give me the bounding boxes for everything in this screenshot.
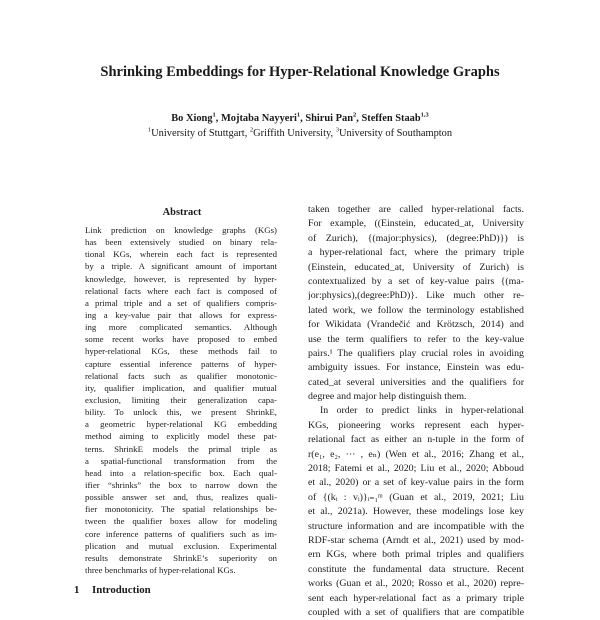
body-text-line: contextualized by a set of key-value pairs {(ma- xyxy=(308,275,524,287)
body-text-line: lated work, we follow the terminology established xyxy=(308,304,524,316)
paper-title: Shrinking Embeddings for Hyper-Relational Knowledge Graphs xyxy=(100,64,500,80)
abstract-body xyxy=(85,224,277,576)
body-text-line: jor:physics),(degree:PhD)}. Like much other re- xyxy=(308,290,524,302)
body-text-line: In order to predict links in hyper-relational xyxy=(320,405,524,417)
body-text-line: coupled with a set of qualifiers that are compatible xyxy=(308,606,524,618)
body-text-line: taken together are called hyper-relational facts. xyxy=(308,204,524,215)
body-text-line: ambiguity issues. For instance, Einstein was edu- xyxy=(308,362,524,374)
body-text-line: cated_at several universities and the qualifiers for xyxy=(308,376,524,388)
body-text-right-column xyxy=(308,203,524,620)
body-text-line: RDF-star schema (Arndt et al., 2021) used by mod- xyxy=(308,534,524,546)
abstract-line: tional KGs, wherein each fact is represented xyxy=(85,249,277,260)
abstract-line: has been extensively studied on binary rela- xyxy=(85,237,277,248)
abstract-line: bility. To unlock this, we present ShrinkE, xyxy=(85,407,277,418)
abstract-line: ing more complicated semantics. Although xyxy=(85,322,277,333)
body-text-line: use the term qualifiers to refer to the key-value xyxy=(308,333,524,345)
body-text-line: r(e₁, e₂, ··· , eₙ) (Wen et al., 2016; Zhang et al., xyxy=(308,448,524,460)
body-text-line: et al., 2021a). However, these modelings lose key xyxy=(308,506,524,518)
body-text-line: 2018; Fatemi et al., 2020; Liu et al., 2020; Abboud xyxy=(308,463,524,475)
affiliation-number: 3 xyxy=(335,126,339,134)
author-affiliation-marker: 2 xyxy=(353,111,357,119)
section-title: Introduction xyxy=(92,584,151,596)
author-name: Shirui Pan xyxy=(305,113,353,124)
abstract-line: results demonstrate ShrinkE’s superiority on xyxy=(85,552,277,563)
abstract-line: core inference patterns of qualifiers such as im- xyxy=(85,528,277,539)
abstract-line: ifier “shrinks” the box to narrow down the xyxy=(85,479,277,490)
body-text-line: degree and major help distinguish them. xyxy=(308,391,467,403)
author-name: Bo Xiong xyxy=(171,113,213,124)
body-text-line: structure information and are incompatible with the xyxy=(308,520,524,532)
body-text-line: (Einstein, educated_at, University of Zurich) is xyxy=(308,261,524,273)
abstract-line: method aiming to explicitly model these pat- xyxy=(85,431,277,442)
body-text-line: KGs, pioneering works represent each hyper- xyxy=(308,419,524,431)
abstract-line: relational facts where each fact is composed of xyxy=(85,285,277,296)
abstract-line: by a triple. A significant amount of important xyxy=(85,261,277,272)
affiliation-name: University of Stuttgart xyxy=(151,128,245,139)
author-affiliation-marker: 1 xyxy=(212,111,216,119)
body-text-line: for Wikidata (Vrandečić and Krötzsch, 2014) and xyxy=(308,319,524,331)
body-text-line: of {(kᵢ : vᵢ)}ᵢ₌₁ᵐ (Guan et al., 2019, 2021; Liu xyxy=(308,491,524,503)
abstract-line: a primal triple and a set of qualifiers compris- xyxy=(85,297,277,308)
abstract-line: three benchmarks of hyper-relational KGs. xyxy=(85,564,236,575)
author-affiliation-marker: 1 xyxy=(296,111,301,119)
abstract-line: a geometric hyper-relational KG embedding xyxy=(85,419,277,430)
abstract-line: Link prediction on knowledge graphs (KGs) xyxy=(85,225,277,235)
abstract-line: fier monotonicity. The spatial relationships be- xyxy=(85,504,277,515)
abstract-line: ing a key-value pair that allows for express- xyxy=(85,309,277,320)
abstract-line: terns. ShrinkE models the primal triple as xyxy=(85,443,277,454)
abstract-line: plication and mutual exclusion. Experimental xyxy=(85,540,277,551)
affiliation-number: 2 xyxy=(249,126,254,134)
abstract-line: head into a relation-specific box. Each qual- xyxy=(85,467,277,478)
body-text-line: For example, ((Einstein, educated_at, University xyxy=(308,218,524,230)
abstract-line: exclusion, limiting their generalization capa- xyxy=(85,394,277,405)
section-number: 1 xyxy=(74,584,80,596)
abstract-line: some recent works have proposed to embed xyxy=(85,334,277,345)
abstract-line: relational facts such as qualifier monotonic- xyxy=(85,370,277,381)
author-name: Steffen Staab xyxy=(361,113,421,124)
abstract-line: tween the qualifier boxes allow for modeling xyxy=(85,516,277,527)
abstract-line: capture essential inference patterns of hyper- xyxy=(85,358,277,369)
body-text-line: ern KGs, where both primal triples and qualifiers xyxy=(308,549,524,561)
author-list: Bo Xiong$^1$, Mojtaba Nayyeri$^1$, Shirui Pan$^2$, Steffen Staab$^{1,3}$ xyxy=(171,111,429,124)
section-heading-introduction xyxy=(74,584,151,596)
body-text-line: pairs.¹ The qualifiers play crucial roles in avoiding xyxy=(308,347,524,359)
abstract-line: a spatial-functional transformation from the xyxy=(85,455,277,466)
body-text-line: works (Guan et al., 2020; Rosso et al., 2020) repre- xyxy=(308,578,524,590)
author-affiliation-marker: 1,3 xyxy=(420,111,429,119)
abstract-heading: Abstract xyxy=(162,207,202,218)
body-text-line: constitute the fundamental data structure. Recent xyxy=(308,563,524,575)
affiliation-name: University of Southampton xyxy=(338,128,453,139)
body-text-line: a hyper-relational fact, where the primary triple xyxy=(308,247,524,259)
abstract-line: hyper-relational KGs, these methods fail to xyxy=(85,346,277,357)
body-text-line: et al., 2020) or a set of key-value pairs in the form xyxy=(308,477,524,489)
affiliation-number: 1 xyxy=(147,126,152,134)
body-text-line: of Zurich), {(major:physics), (degree:PhD)}) is xyxy=(308,232,524,244)
author-name: Mojtaba Nayyeri xyxy=(221,113,297,124)
body-text-line: sent each hyper-relational fact as a primary triple xyxy=(308,592,524,604)
abstract-line: ity, qualifier implication, and qualifier mutual xyxy=(85,382,277,393)
abstract-line: possible answer set and, thus, realizes quali- xyxy=(85,492,277,503)
affiliation-list: $^1$University of Stuttgart, $^2$Griffith University, $^3$University of Southampton xyxy=(147,126,453,139)
abstract-line: knowledge, however, is represented by hyper- xyxy=(85,273,277,284)
affiliation-name: Griffith University xyxy=(253,128,331,139)
body-text-line: relational fact as either an n-tuple in the form of xyxy=(308,434,524,446)
